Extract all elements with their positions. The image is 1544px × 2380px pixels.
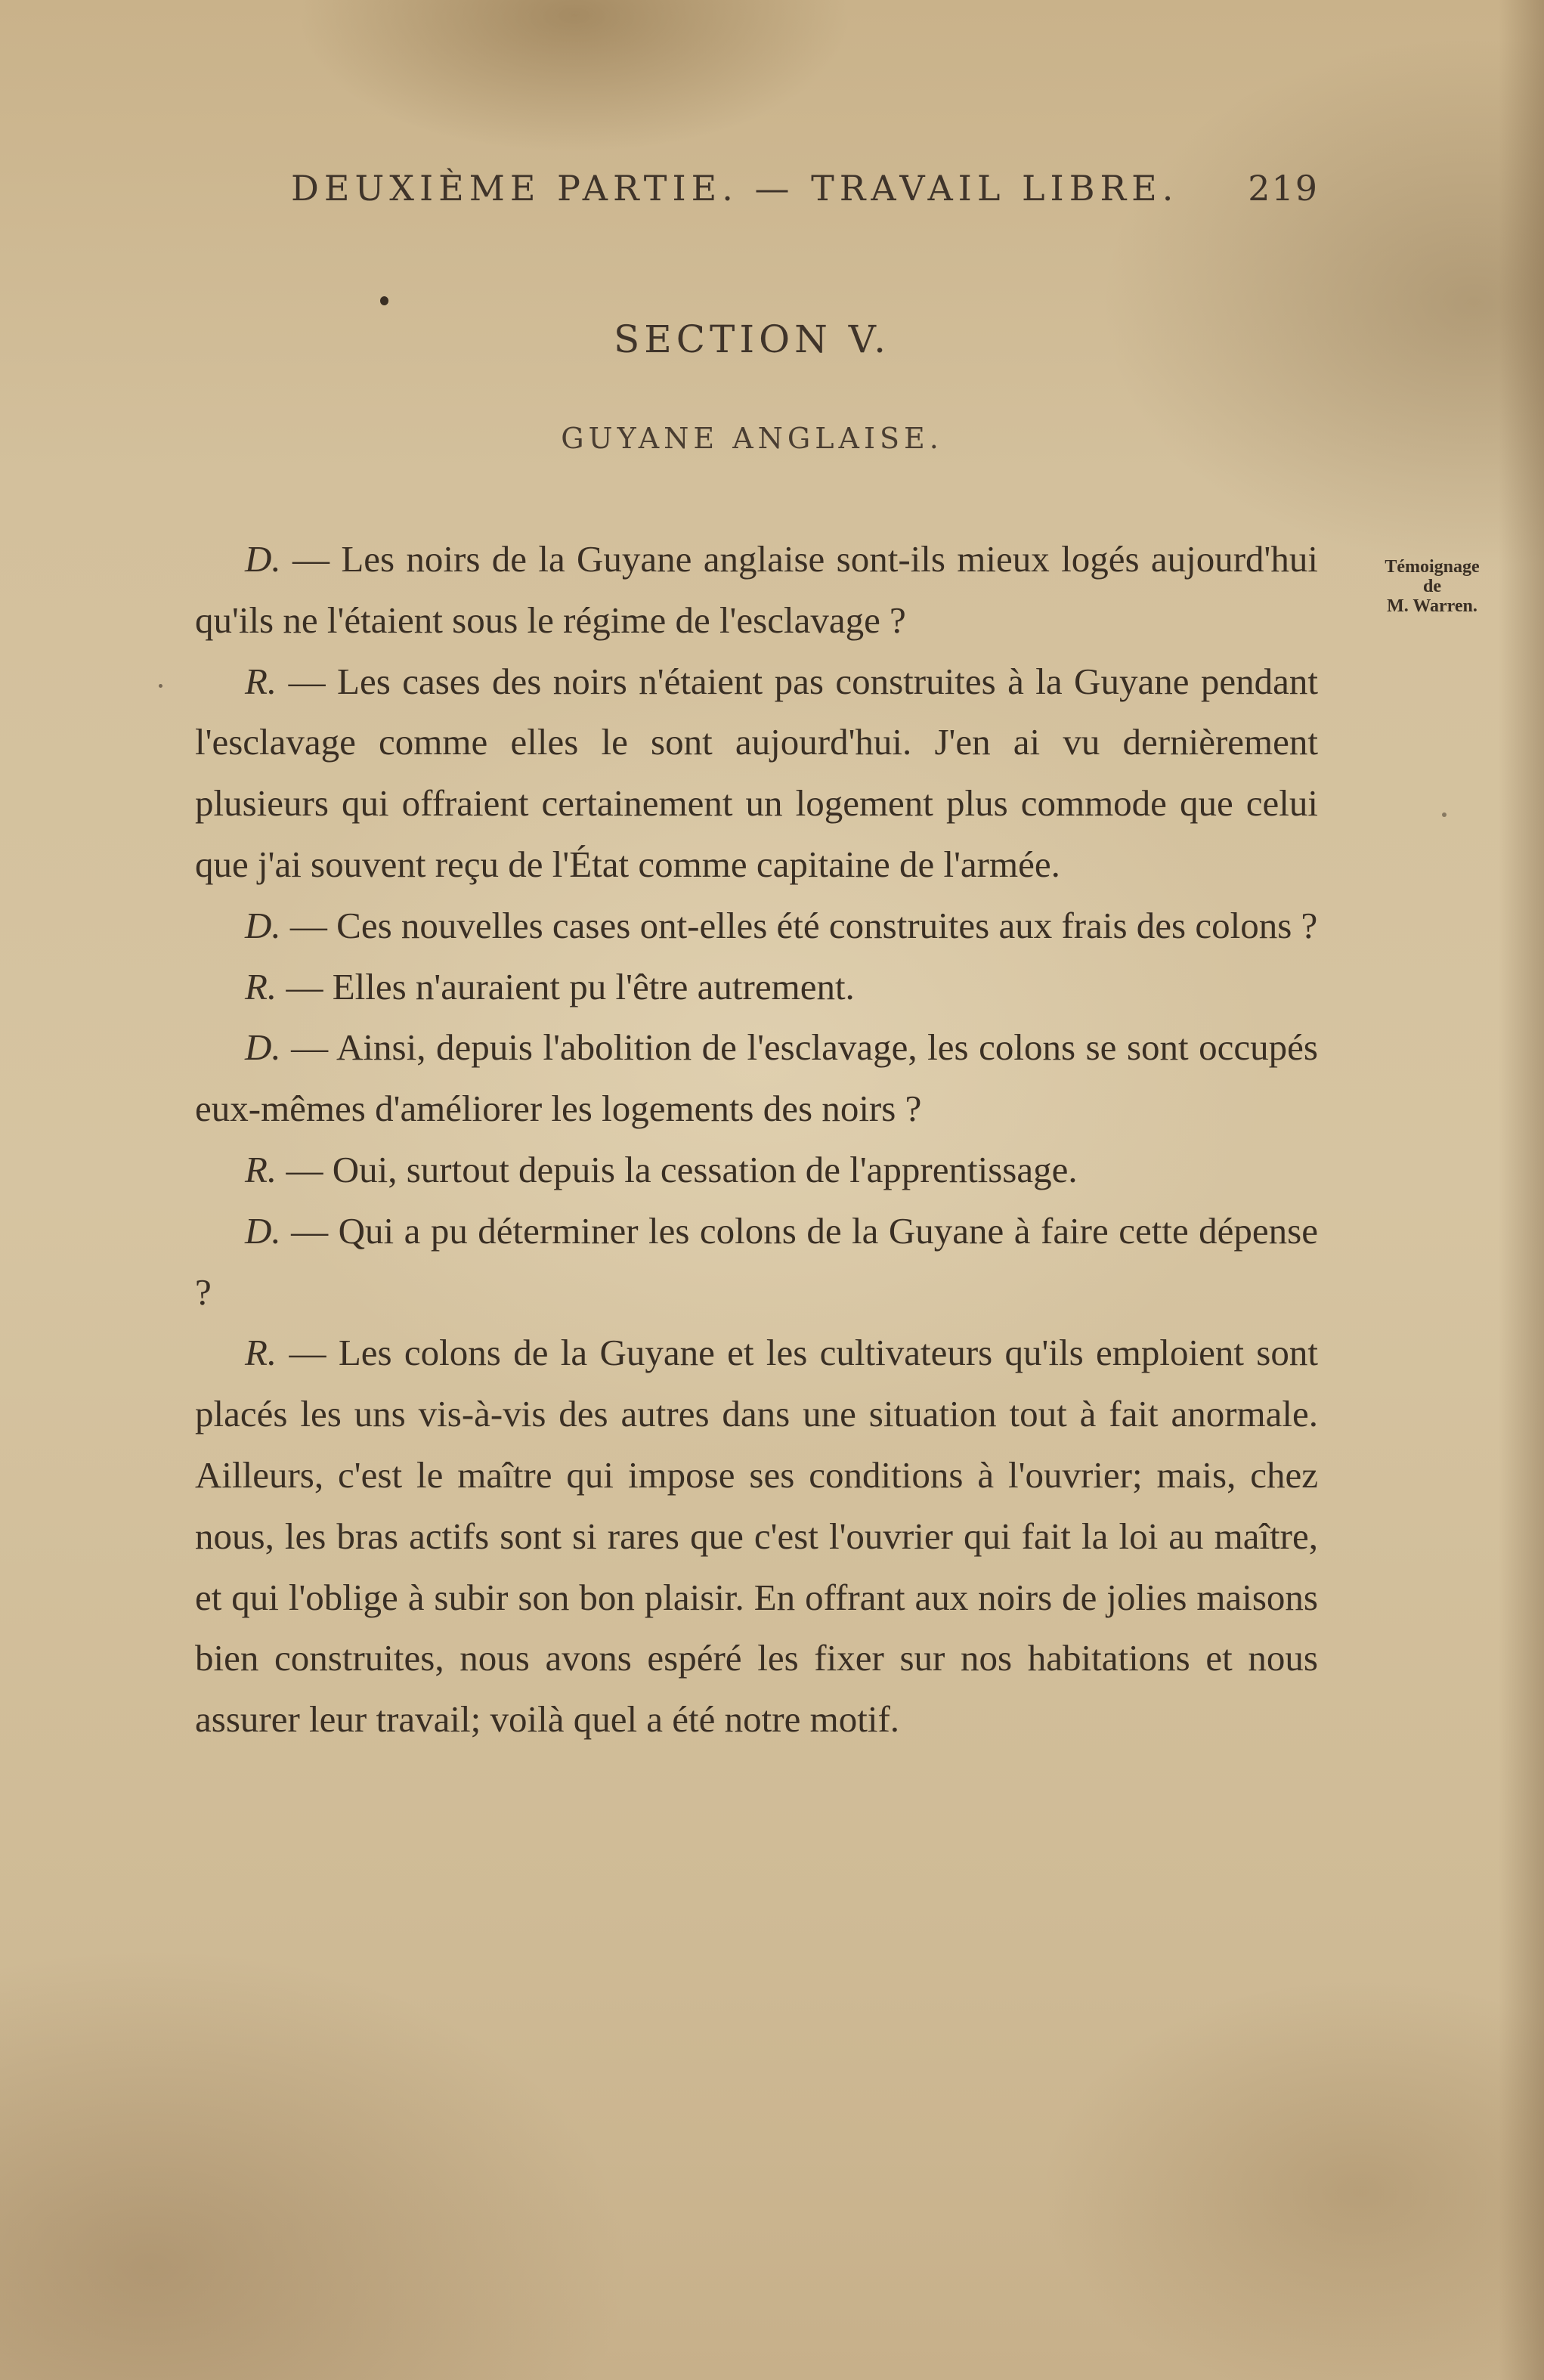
dialogue-paragraph [195, 896, 1318, 957]
body-text [195, 529, 1318, 1750]
dialogue-paragraph [195, 957, 1318, 1018]
page-number: 219 [1248, 168, 1319, 209]
speaker-label: R. [245, 965, 277, 1007]
running-header [291, 168, 1319, 209]
paragraph-text: — Ainsi, depuis l'abolition de l'esclavage, les colons se sont occupés eux-mêmes d'améliorer les logements des noirs ? [195, 1026, 1318, 1130]
speaker-label: D. [245, 1026, 281, 1069]
dialogue-paragraph [195, 1140, 1318, 1201]
dialogue-paragraph [195, 529, 1318, 651]
paragraph-text: — Elles n'auraient pu l'être autrement. [277, 965, 855, 1007]
marginal-note-line: M. Warren. [1387, 596, 1477, 616]
dialogue-paragraph [195, 1201, 1318, 1323]
paragraph-text: — Oui, surtout depuis la cessation de l'apprentissage. [277, 1148, 1078, 1190]
marginal-note [1357, 557, 1508, 616]
section-title: SECTION V. [613, 317, 890, 361]
dialogue-paragraph [195, 651, 1318, 896]
paragraph-text: — Les cases des noirs n'étaient pas construites à la Guyane pendant l'esclavage comme elles le sont aujourd'hui. J'en ai vu dernièrement plusieurs qui offraient certainement un logement plus commode que celui que j'ai souvent reçu de l'État comme capitaine de l'armée. [195, 660, 1318, 885]
dialogue-paragraph [195, 1323, 1318, 1750]
speaker-label: D. [245, 1209, 281, 1252]
dialogue-paragraph [195, 1017, 1318, 1140]
paragraph-text: — Ces nouvelles cases ont-elles été construites aux frais des colons ? [280, 904, 1318, 946]
marginal-note-line: de [1423, 577, 1441, 596]
page-edge-shadow [1499, 0, 1544, 2380]
ink-fleck [380, 296, 388, 305]
section-subtitle: GUYANE ANGLAISE. [561, 422, 943, 455]
paragraph-text: — Les noirs de la Guyane anglaise sont-ils mieux logés aujourd'hui qu'ils ne l'étaient sous le régime de l'esclavage ? [195, 538, 1318, 641]
paragraph-text: — Les colons de la Guyane et les cultivateurs qu'ils emploient sont placés les uns vis-à-vis des autres dans une situation tout à fait anormale. Ailleurs, c'est le maître qui impose ses conditions à l'ouvrier; mais, chez nous, les bras actifs sont si rares que c'est l'ouvrier qui fait la loi au maître, et qui l'oblige à subir son bon plaisir. En offrant aux noirs de jolies maisons bien construites, nous avons espéré les fixer sur nos habitations et nous assurer leur travail; voilà quel a été notre motif. [195, 1332, 1318, 1741]
speaker-label: D. [245, 904, 281, 946]
marginal-note-line: Témoignage [1385, 557, 1480, 577]
running-title: DEUXIÈME PARTIE. — TRAVAIL LIBRE. [291, 168, 1179, 209]
speaker-label: D. [245, 538, 281, 580]
paragraph-text: — Qui a pu déterminer les colons de la Guyane à faire cette dépense ? [195, 1209, 1318, 1313]
speaker-label: R. [245, 1148, 277, 1190]
speaker-label: R. [245, 660, 277, 702]
speaker-label: R. [245, 1332, 277, 1374]
ink-fleck [1442, 812, 1447, 817]
ink-fleck [159, 684, 162, 688]
